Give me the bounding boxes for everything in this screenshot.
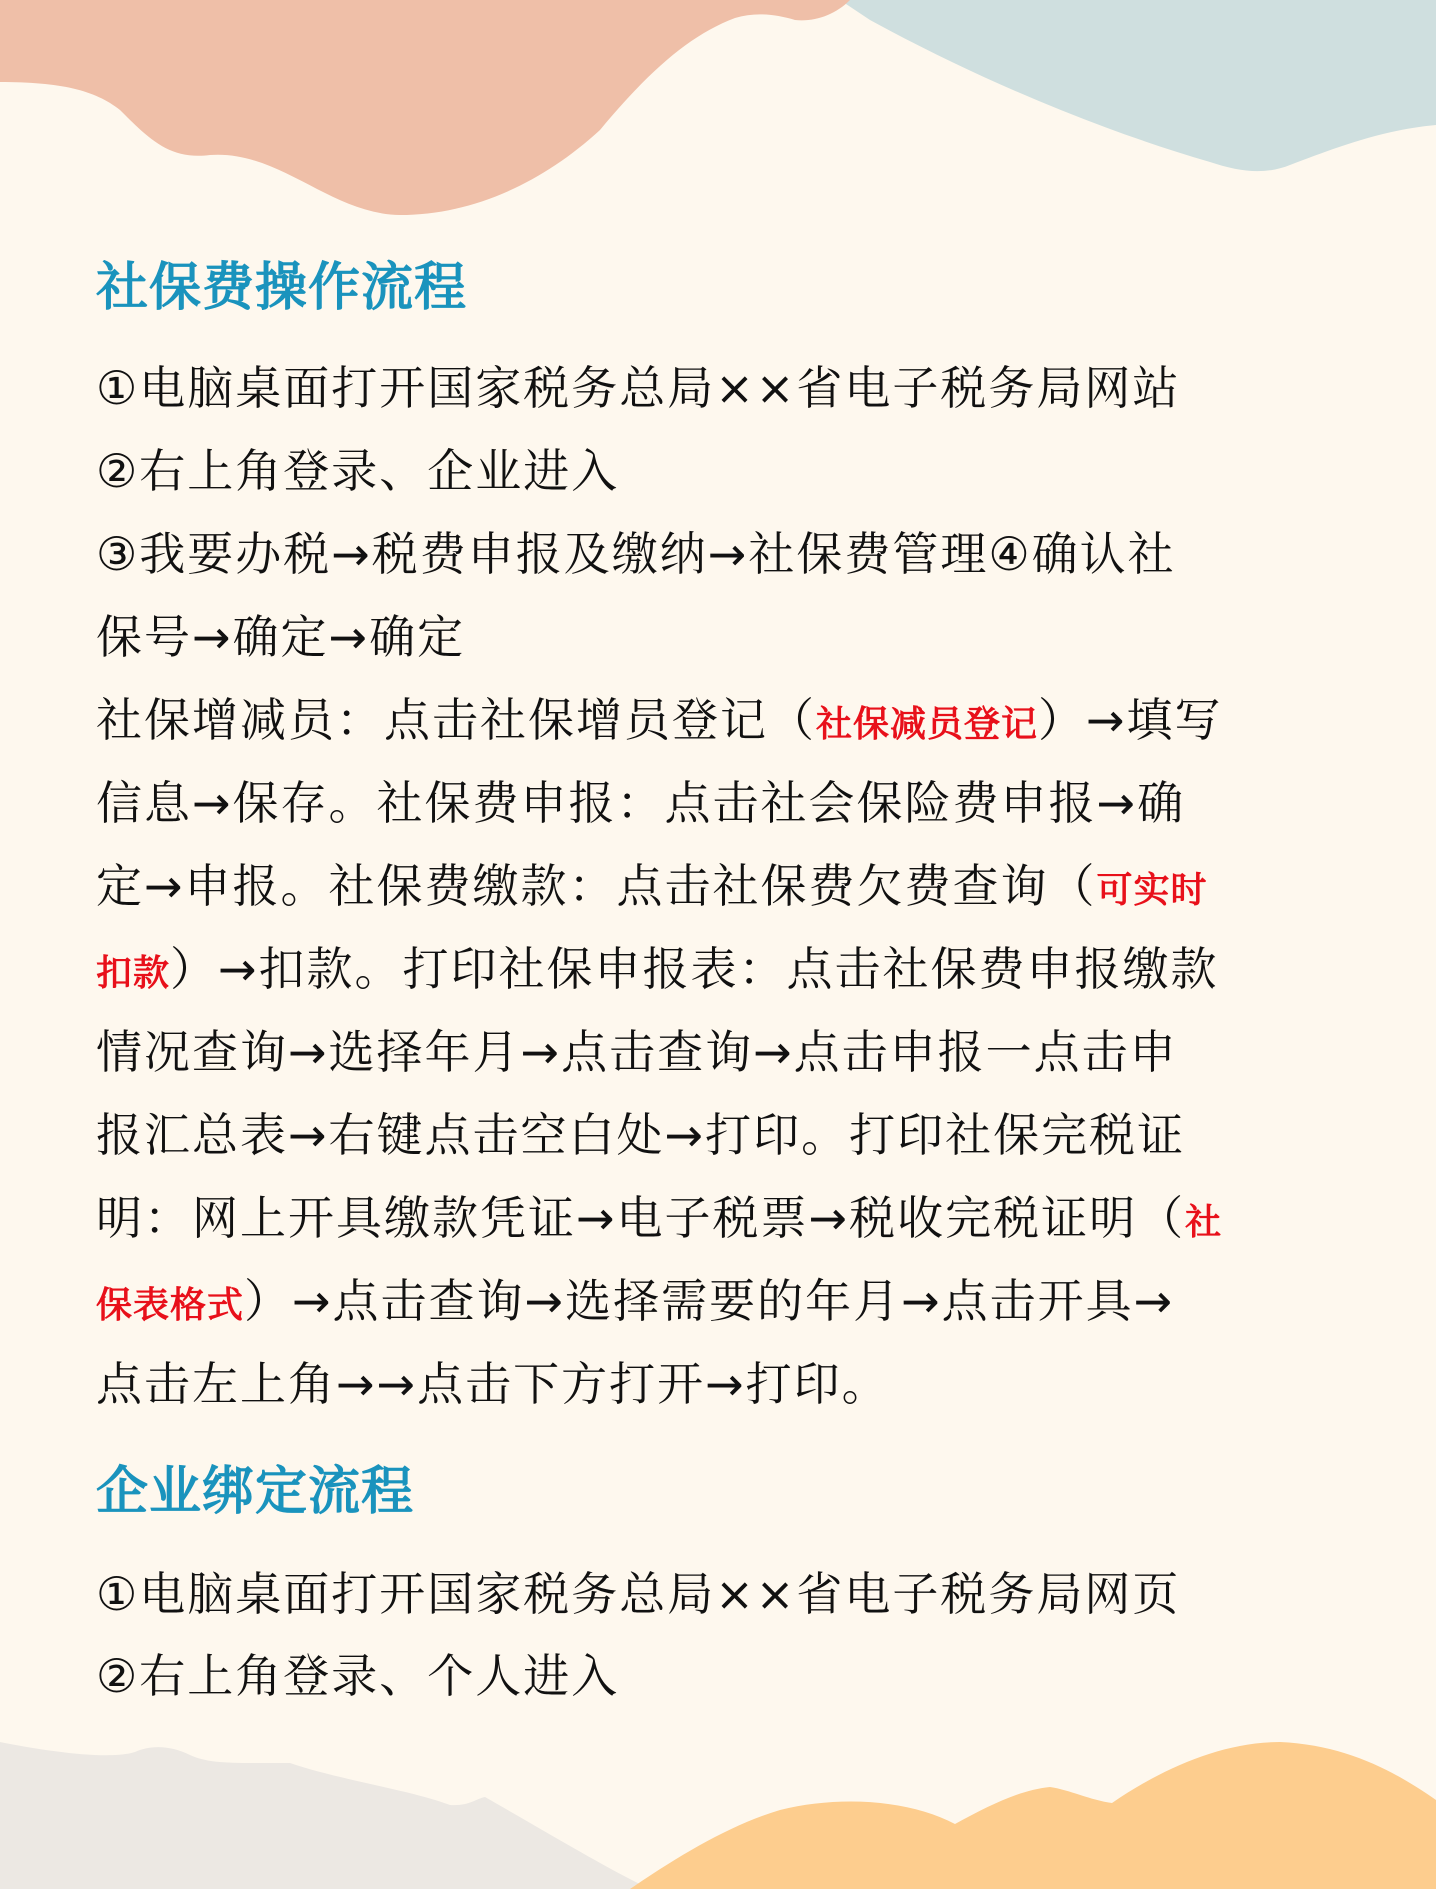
text-line: 社保增减员：点击社保增员登记（社保减员登记）→填写 bbox=[96, 693, 1223, 747]
text-line: 定→申报。社保费缴款：点击社保费欠费查询（可实时 bbox=[96, 859, 1208, 913]
text-line: 保表格式）→点击查询→选择需要的年月→点击开具→ bbox=[96, 1274, 1175, 1328]
red-highlight: 社 bbox=[1185, 1202, 1223, 1243]
red-highlight: 扣款 bbox=[96, 953, 171, 994]
text-line: 点击左上角→→点击下方打开→打印。 bbox=[96, 1357, 890, 1411]
section-heading-social-insurance: 社保费操作流程 bbox=[96, 258, 468, 318]
text-line: 明：网上开具缴款凭证→电子税票→税收完税证明（社 bbox=[96, 1191, 1223, 1245]
text-line: 信息→保存。社保费申报：点击社会保险费申报→确 bbox=[96, 776, 1186, 830]
text-line: 情况查询→选择年月→点击查询→点击申报一点击申 bbox=[96, 1025, 1178, 1079]
text-line: ②右上角登录、个人进入 bbox=[96, 1649, 620, 1703]
text-line: 报汇总表→右键点击空白处→打印。打印社保完税证 bbox=[96, 1108, 1186, 1162]
gray-blob-shape bbox=[0, 1742, 650, 1889]
text-line: ③我要办税→税费申报及缴纳→社保费管理④确认社 bbox=[96, 527, 1176, 581]
section-heading-enterprise-binding: 企业绑定流程 bbox=[96, 1462, 415, 1522]
red-highlight: 保表格式 bbox=[96, 1285, 245, 1326]
text-line: 保号→确定→确定 bbox=[96, 610, 466, 664]
text-line: ①电脑桌面打开国家税务总局××省电子税务局网页 bbox=[96, 1567, 1181, 1621]
orange-blob-shape bbox=[630, 1742, 1436, 1889]
text-line: ②右上角登录、企业进入 bbox=[96, 444, 620, 498]
blue-blob-shape bbox=[780, 0, 1436, 171]
red-highlight: 可实时 bbox=[1096, 870, 1208, 911]
peach-blob-shape bbox=[0, 0, 850, 215]
text-line: ①电脑桌面打开国家税务总局××省电子税务局网站 bbox=[96, 361, 1181, 415]
red-highlight: 社保减员登记 bbox=[816, 704, 1039, 745]
text-line: 扣款）→扣款。打印社保申报表：点击社保费申报缴款 bbox=[96, 942, 1219, 996]
